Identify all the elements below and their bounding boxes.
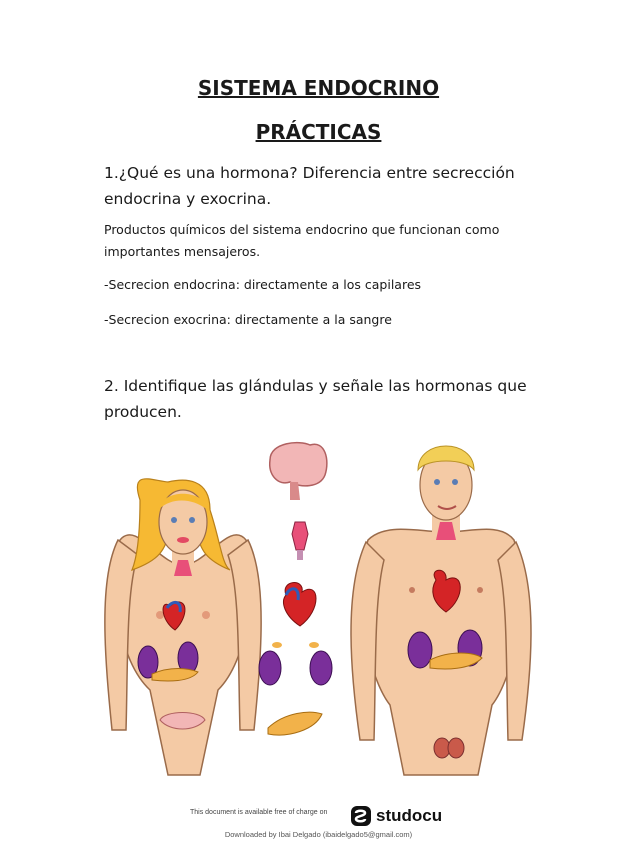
- answer-definition: Productos químicos del sistema endocrino que funcionan como importantes mensajeros.: [104, 222, 500, 259]
- availability-note: This document is available free of charge on: [190, 809, 328, 816]
- answer-endocrine: -Secrecion endocrina: directamente a los capilares: [104, 277, 422, 292]
- brain-pituitary-icon: [270, 443, 327, 500]
- pancreas-icon: [268, 712, 322, 735]
- question-2: 2. Identifique las glándulas y señale las hormonas que producen.: [104, 377, 527, 421]
- female-body-icon: [105, 479, 261, 775]
- question-1: 1.¿Qué es una hormona? Diferencia entre secrección endocrina y exocrina.: [104, 164, 515, 208]
- thyroid-icon: [292, 522, 308, 560]
- answer-exocrine: -Secrecion exocrina: directamente a la sangre: [104, 312, 392, 327]
- studocu-brand-label: studocu: [376, 806, 443, 825]
- studocu-logo[interactable]: [350, 805, 442, 827]
- download-note: Downloaded by Ibai Delgado (ibaidelgado5@gmail.com): [224, 830, 413, 839]
- page-subtitle: PRÁCTICAS: [255, 120, 382, 144]
- heart-icon: [284, 583, 316, 626]
- kidneys-adrenal-icon: [259, 642, 332, 685]
- studocu-logo-icon: [350, 805, 372, 827]
- page-title: SISTEMA ENDOCRINO: [197, 76, 440, 100]
- male-body-icon: [351, 446, 531, 775]
- endocrine-figure: [0, 430, 637, 780]
